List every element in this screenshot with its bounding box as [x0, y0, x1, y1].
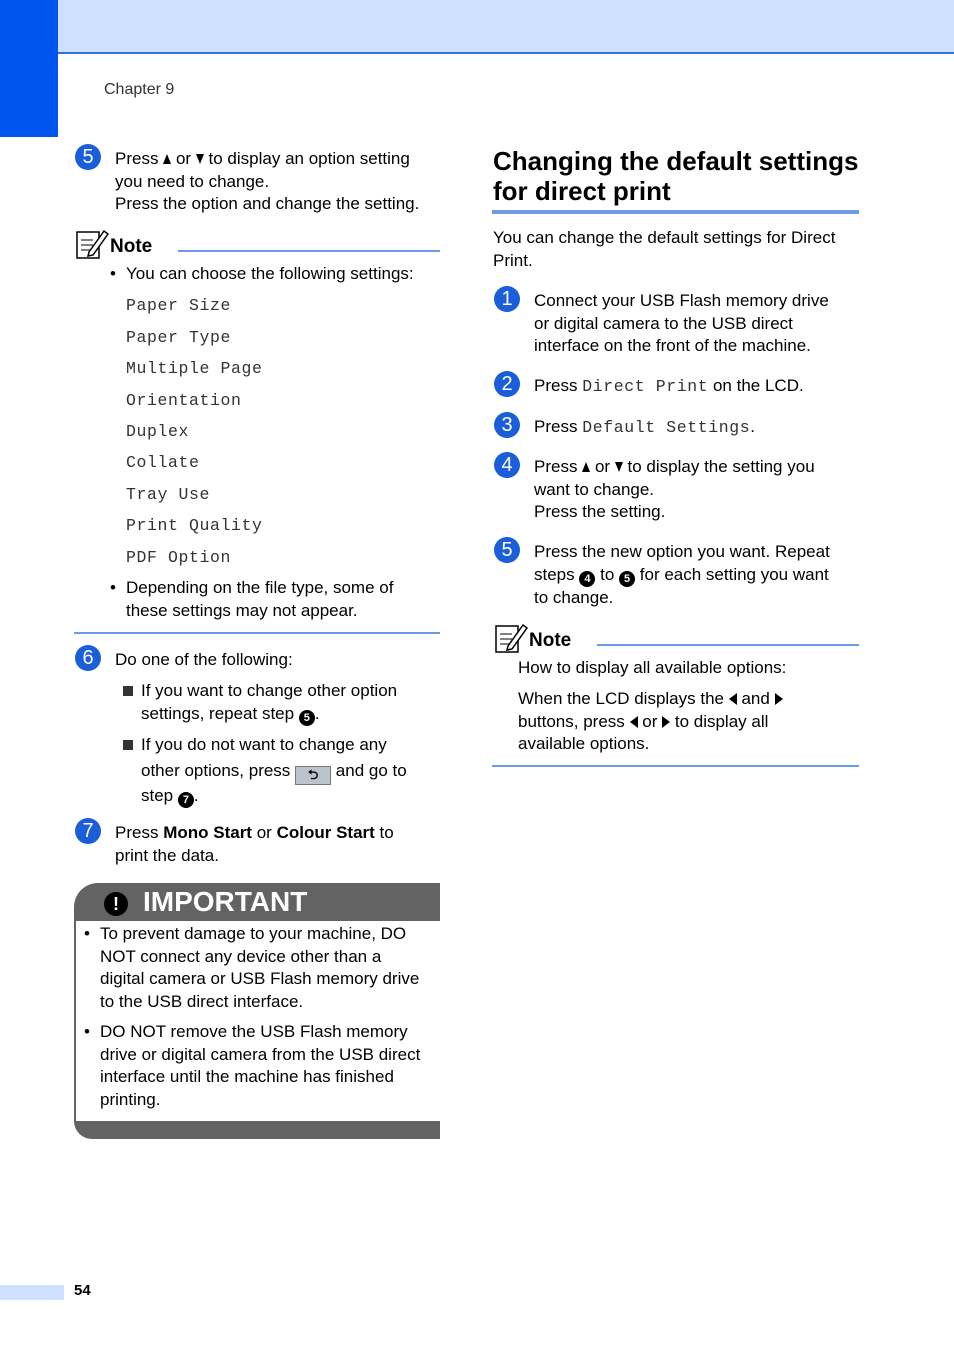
- left-arrow-icon: [630, 716, 638, 728]
- step-6-text: Do one of the following:: [115, 650, 293, 669]
- note-icon: [494, 622, 528, 654]
- page-number: 54: [74, 1282, 91, 1299]
- warning-icon: !: [104, 892, 128, 916]
- heading-rule: [492, 210, 859, 214]
- note-rule: [597, 644, 859, 646]
- step-5-text: Press or to display an option setting you need to change. Press the option and change the setting.: [115, 149, 420, 213]
- step-4-text: Press or to display the setting you want to change. Press the setting.: [534, 457, 815, 521]
- square-bullet: [123, 740, 133, 750]
- option-item: Orientation: [126, 391, 242, 410]
- option-item: Collate: [126, 453, 200, 472]
- step-6-option-2: If you do not want to change any other options, press ⮌ and go to step 7 .: [141, 735, 407, 806]
- step-1-text: Connect your USB Flash memory drive or digital camera to the USB direct interface on the front of the machine.: [534, 291, 829, 355]
- step-number: 2: [494, 371, 520, 397]
- step-ref: 4: [579, 571, 595, 587]
- important-side: [74, 921, 76, 1121]
- option-item: Duplex: [126, 422, 190, 441]
- up-arrow-icon: [582, 462, 590, 472]
- note-bullet: •: [110, 264, 116, 283]
- up-arrow-icon: [163, 154, 171, 164]
- step-number: 1: [494, 286, 520, 312]
- note-2-line-1: How to display all available options:: [518, 658, 787, 677]
- down-arrow-icon: [615, 462, 623, 472]
- step-ref: 7: [178, 792, 194, 808]
- note-label: Note: [110, 236, 153, 257]
- note-bullet: •: [110, 578, 116, 597]
- left-arrow-icon: [729, 693, 737, 705]
- note-bullet-text: Depending on the file type, some of these settings may not appear.: [126, 578, 394, 620]
- note-icon: [75, 228, 109, 260]
- option-item: Paper Type: [126, 328, 232, 347]
- note-bullet-text: You can choose the following settings:: [126, 264, 414, 283]
- option-item: Paper Size: [126, 296, 232, 315]
- important-title: IMPORTANT: [143, 886, 308, 917]
- important-footer: [74, 1121, 440, 1139]
- note-end-rule: [492, 765, 859, 767]
- intro-text: You can change the default settings for Direct Print.: [493, 228, 836, 270]
- back-button-icon: ⮌: [295, 766, 331, 785]
- important-bullet: •: [84, 924, 90, 943]
- step-number: 7: [75, 818, 101, 844]
- right-arrow-icon: [775, 693, 783, 705]
- step-ref: 5: [619, 571, 635, 587]
- note-2-para-2: When the LCD displays the and buttons, press or to display all available options.: [518, 688, 863, 756]
- note-rule: [178, 250, 440, 252]
- square-bullet: [123, 686, 133, 696]
- step-3-text: Press Default Settings.: [534, 417, 755, 437]
- step-number: 5: [494, 537, 520, 563]
- note-end-rule: [74, 632, 440, 634]
- step-number: 5: [75, 144, 101, 170]
- step-ref: 5: [299, 710, 315, 726]
- important-text-1: To prevent damage to your machine, DO NOT connect any device other than a digital camera or USB Flash memory drive to the USB direct interface.: [100, 924, 420, 1011]
- option-item: Print Quality: [126, 516, 263, 535]
- note-label: Note: [529, 630, 572, 651]
- option-item: PDF Option: [126, 548, 232, 567]
- step-6-option-1: If you want to change other option settings, repeat step 5 .: [141, 681, 398, 724]
- option-item: Tray Use: [126, 485, 211, 504]
- important-bullet: •: [84, 1022, 90, 1041]
- step-2-text: Press Direct Print on the LCD.: [534, 376, 804, 396]
- section-heading: Changing the default settings for direct print: [493, 146, 859, 206]
- right-arrow-icon: [662, 716, 670, 728]
- down-arrow-icon: [196, 154, 204, 164]
- step-number: 3: [494, 412, 520, 438]
- step-7-text: Press Mono Start or Colour Start to print the data.: [115, 823, 394, 865]
- chapter-label: Chapter 9: [104, 81, 175, 98]
- step-number: 6: [75, 645, 101, 671]
- step-number: 4: [494, 452, 520, 478]
- page-bar: [0, 1285, 64, 1300]
- chapter-tab: [0, 0, 58, 137]
- option-item: Multiple Page: [126, 359, 263, 378]
- important-text-2: DO NOT remove the USB Flash memory drive or digital camera from the USB direct interface until the machine has finished printing.: [100, 1022, 421, 1109]
- step-5-right-text: Press the new option you want. Repeat steps 4 to 5 for each setting you want to change.: [534, 542, 830, 607]
- header-bar: [58, 0, 954, 54]
